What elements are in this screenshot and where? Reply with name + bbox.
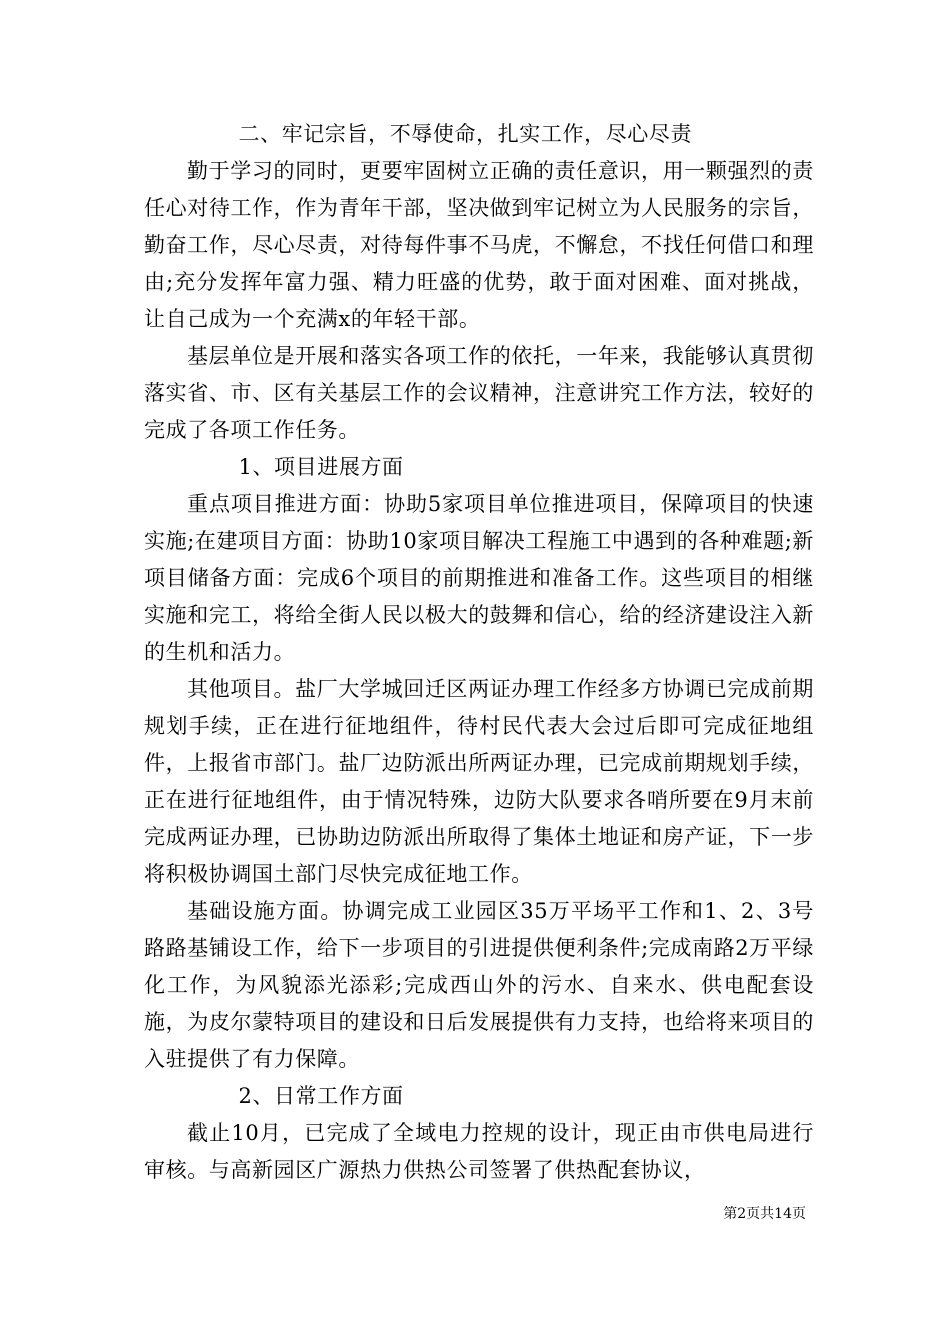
paragraph: 基层单位是开展和落实各项工作的依托，一年来，我能够认真贯彻落实省、市、区有关基层工作的会议精神，注意讲究工作方法，较好的完成了各项工作任务。: [144, 344, 814, 442]
paragraph: 勤于学习的同时，更要牢固树立正确的责任意识，用一颗强烈的责任心对待工作，作为青年干部，坚决做到牢记树立为人民服务的宗旨，勤奋工作，尽心尽责，对待每件事不马虎，不懈怠，不找任何借口和理由;充分发挥年富力强、精力旺盛的优势，敢于面对困难、面对挑战，让自己成为一个充满x的年轻干部。: [144, 159, 814, 331]
page-number-footer: 第2页共14页: [723, 1206, 806, 1222]
subsection-heading: 1、项目进展方面: [238, 455, 404, 479]
paragraph: 基础设施方面。协调完成工业园区35万平场平工作和1、2、3号路路基铺设工作，给下一步项目的引进提供便利条件;完成南路2万平绿化工作，为风貌添光添彩;完成西山外的污水、自来水、供电配套设施，为皮尔蒙特项目的建设和日后发展提供有力支持，也给将来项目的入驻提供了有力保障。: [144, 899, 814, 1071]
paragraph: 其他项目。盐厂大学城回迁区两证办理工作经多方协调已完成前期规划手续，正在进行征地组件，待村民代表大会过后即可完成征地组件，上报省市部门。盐厂边防派出所两证办理，已完成前期规划手续，正在进行征地组件，由于情况特殊，边防大队要求各哨所要在9月末前完成两证办理，已协助边防派出所取得了集体土地证和房产证，下一步将积极协调国土部门尽快完成征地工作。: [144, 677, 814, 886]
subsection-heading: 2、日常工作方面: [238, 1084, 404, 1108]
paragraph: 截止10月，已完成了全域电力控规的设计，现正由市供电局进行审核。与高新园区广源热力供热公司签署了供热配套协议，: [144, 1121, 814, 1182]
section-heading: 二、牢记宗旨，不辱使命，扎实工作，尽心尽责: [238, 122, 693, 146]
document-body: [144, 116, 814, 1189]
paragraph: 重点项目推进方面：协助5家项目单位推进项目，保障项目的快速实施;在建项目方面：协助10家项目解决工程施工中遇到的各种难题;新项目储备方面：完成6个项目的前期推进和准备工作。这些项目的相继实施和完工，将给全街人民以极大的鼓舞和信心，给的经济建设注入新的生机和活力。: [144, 492, 814, 664]
